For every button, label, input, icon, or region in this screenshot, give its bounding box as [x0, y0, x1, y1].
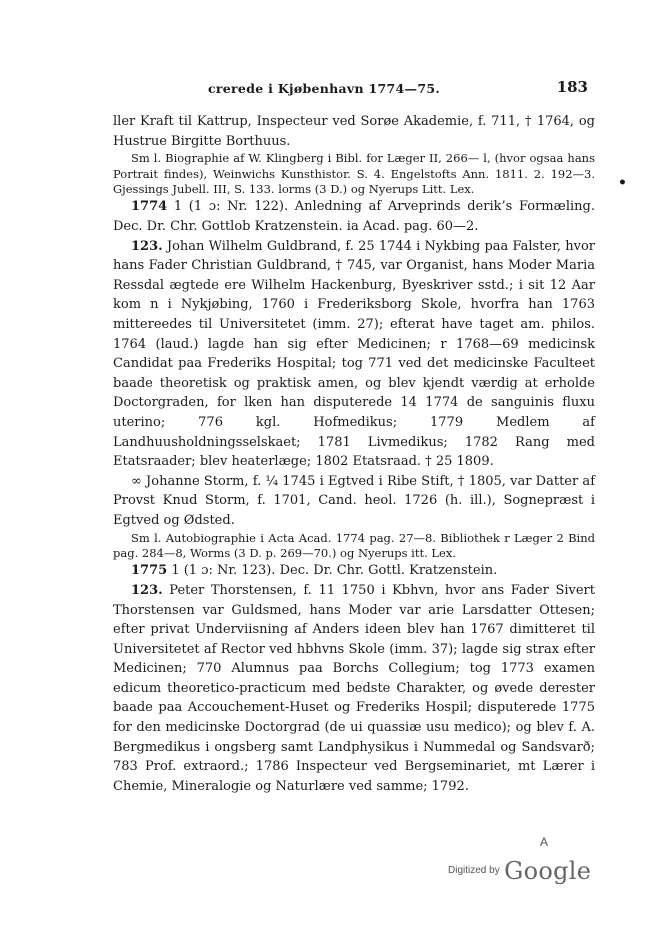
paragraph-continuation: ller Kraft til Kattrup, Inspecteur ved Sorøe Akademie, f. 711, † 1764, og Hustrue Birgitte Borthuus.: [113, 114, 595, 149]
digitized-by-label: Digitized by: [448, 865, 500, 876]
entry-123-guldbrand: 123. Johan Wilhelm Guldbrand, f. 25 1744 i Nykbing paa Falster, hvor hans Fader Christian Guldbrand, † 745, var Organist, hans Moder Maria Ressdal ægtede ere Wilhelm Hackenburg, Byeskriver sstd.; i sit 12 Aar kom n i Nykjøbing, 1760 i Frederiksborg Skole, hvorfra han 1763 mittereedes til Universitetet (imm. 27); efterat have taget am. philos. 1764 (laud.) lagde han sig efter Medicinen; r 1768—69 medicinsk Candidat paa Frederiks Hospital; tog 771 ved det medicinske Faculteet baade theoretisk og praktisk amen, og blev kjendt værdig at erholde Doctorgraden, for lken han disputerede 14 1774 de sanguinis fluxu uterino; 776 kgl. Hofmedikus; 1779 Medlem af Landhuusholdningsselskaet; 1781 Livmedikus; 1782 Rang med Etatsraader; blev heaterlæge; 1802 Etatsraad. † 25 1809.: [113, 238, 596, 470]
entry-123-thorstensen: 123. Peter Thorstensen, f. 11 1750 i Kbhvn, hvor ans Fader Sivert Thorstensen var Guldsmed, hans Moder var arie Larsdatter Ottesen; efter privat Underviisning af Anders ideen blev han 1767 dimitteret til Universitetet af Rector ved hbhvns Skole (imm. 37); lagde sig strax efter Medicinen; 770 Alumnus paa Borchs Collegium; tog 1773 examen edicum theoretico-practicum med bedste Charakter, og øvede derester baade paa Accouchement-Huset og Frederiks Hospil; disputerede 1775 for den medicinske Doctorgrad (de ui quassiæ usu medico); og blev f. A. Bergmedikus i ongsberg samt Landphysikus i Nummedal og Sandsvarð; 783 Prof. extraord.; 1786 Inspecteur ved Bergseminariet, mt Lærer i Chemie, Mineralogie og Naturlære ved samme; 1792.: [113, 582, 595, 794]
bibliographic-note: Sm l. Biographie af W. Klingberg i Bibl. for Læger II, 266— l, (hvor ogsaa hans Portrait findes), Weinwichs Kunsthistor. S. 4. Engelstofts Ann. 1811. 2. 192—3. Gjessings Jubell. III, S. 133. lorms (3 D.) og Nyerups Litt. Lex.: [113, 151, 595, 196]
running-title: crerede i Kjøbenhavn 1774—75.: [208, 81, 440, 96]
page-body: [113, 112, 595, 796]
entry-head: 123.: [131, 582, 163, 598]
entry-head: 123.: [131, 238, 163, 254]
signature-mark: A: [540, 835, 549, 849]
entry-head: 1774: [131, 199, 168, 215]
spouse-paragraph: ∞ Johanne Storm, f. ¼ 1745 i Egtved i Ribe Stift, † 1805, var Datter af Provst Knud Storm, f. 1701, Cand. heol. 1726 (h. ill.), Sognepræst i Egtved og Ødsted.: [113, 473, 595, 528]
page-number: 183: [556, 78, 588, 96]
page-header: [110, 78, 600, 100]
bibliographic-note: Sm l. Autobiographie i Acta Acad. 1774 pag. 27—8. Bibliothek r Læger 2 Bind pag. 284—8, Worms (3 D. p. 269—70.) og Nyerups itt. Lex.: [113, 530, 595, 560]
entry-1775: 1775 1 (1 ɔ: Nr. 123). Dec. Dr. Chr. Gottl. Kratzenstein.: [131, 563, 498, 579]
entry-1774: 1774 1 (1 ɔ: Nr. 122). Anledning af Arveprinds derik’s Formæling. Dec. Dr. Chr. Gottlob Kratzenstein. ia Acad. pag. 60—2.: [113, 199, 595, 234]
google-logo: Google: [504, 857, 592, 885]
margin-mark: •: [618, 175, 627, 191]
entry-head: 1775: [131, 563, 168, 579]
digitized-footer: [448, 835, 592, 885]
